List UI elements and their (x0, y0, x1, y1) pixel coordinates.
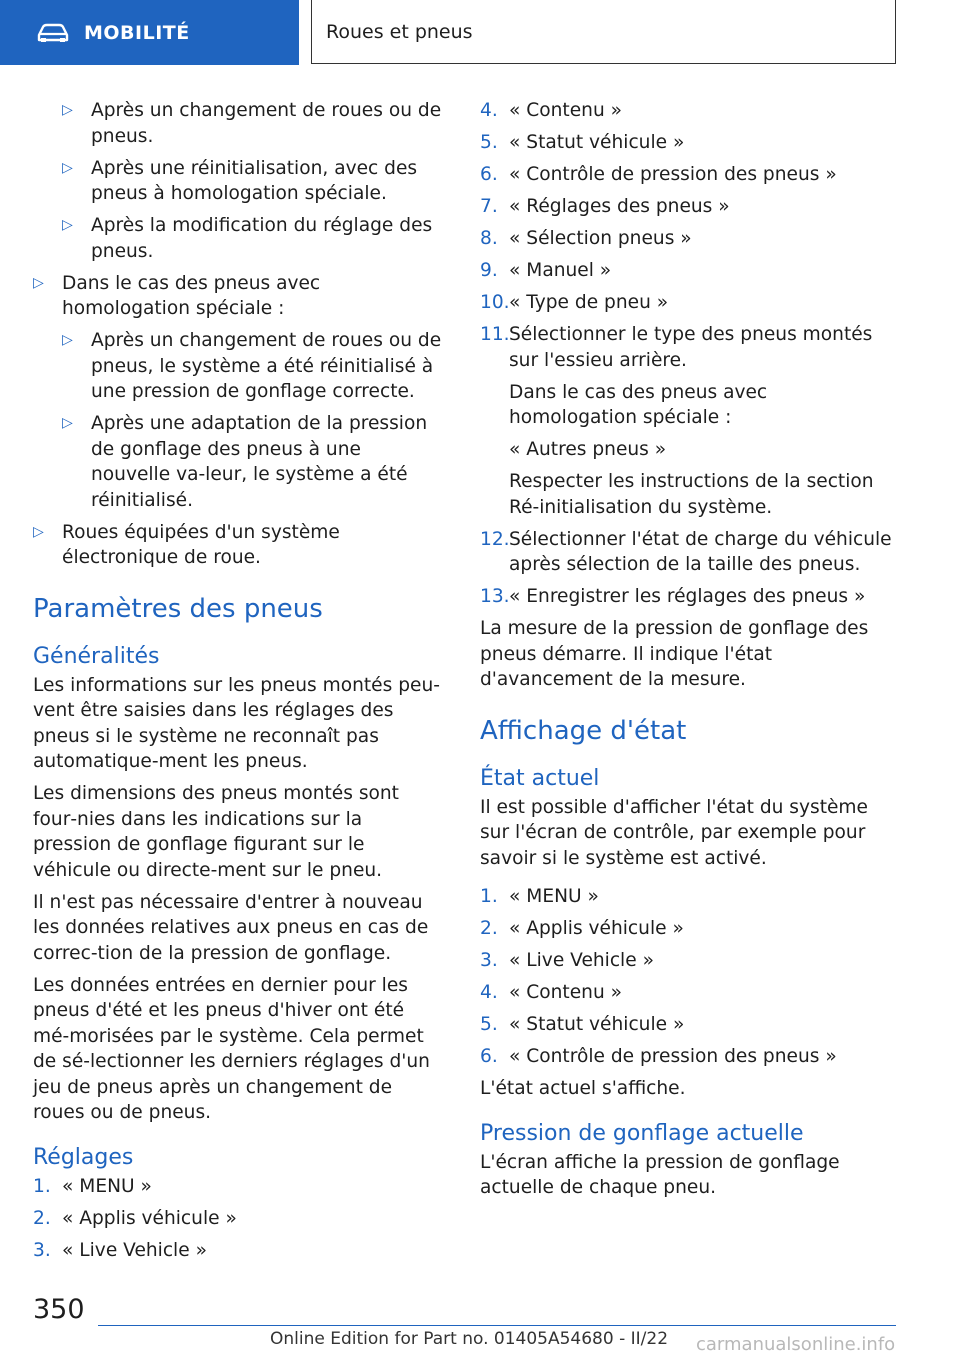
step-item: 5. « Statut véhicule » (480, 132, 685, 153)
heading-etat-actuel: État actuel (480, 765, 600, 791)
step-item: 1. « MENU » (33, 1175, 152, 1197)
step-item: 4. « Contenu » (480, 982, 623, 1003)
section-tab (0, 0, 299, 65)
heading-pression-actuelle: Pression de gonflage actuelle (480, 1120, 804, 1146)
bullet-item: ▷ Dans le cas des pneus avec homologation spéciale : (33, 272, 321, 319)
step-item: 2. « Applis véhicule » (480, 918, 684, 939)
paragraph: Les données entrées en dernier pour les pneus d'été et les pneus d'hiver ont été mé‐morisées par le système. Cela permet de sé‐lectionner les derniers réglages d'un jeu de pneus après un changement de roues ou de pneus. (33, 974, 430, 1123)
paragraph: L'état actuel s'affiche. (480, 1078, 686, 1099)
bullet-item: ▷ Après un changement de roues ou de pneus, le système a été réinitialisé à une pression de gonflage correcte. (62, 330, 442, 402)
bullet-item: ▷ Après la modification du réglage des pneus. (62, 215, 433, 262)
bullet-item: ▷ Après une adaptation de la pression de gonflage des pneus à une nouvelle va‐leur, le système a été réinitialisé. (62, 413, 428, 511)
watermark: carmanualsonline.info (696, 1334, 896, 1355)
chapter-title: Roues et pneus (326, 20, 473, 43)
paragraph: L'écran affiche la pression de gonflage actuelle de chaque pneu. (480, 1151, 840, 1198)
step-item: 3. « Live Vehicle » (33, 1239, 207, 1261)
heading-generalites: Généralités (33, 643, 160, 669)
step-item: 3. « Live Vehicle » (480, 950, 654, 971)
page-number: 350 (33, 1294, 85, 1325)
paragraph: Les informations sur les pneus montés peu‐vent être saisies dans les réglages des pneus si le système ne reconnaît pas automatique‐ment les pneus. (33, 674, 440, 772)
footer-divider (98, 1325, 896, 1326)
step-item: 2. « Applis véhicule » (33, 1207, 237, 1229)
step-item: 4. « Contenu » (480, 100, 623, 121)
step-item: 13. « Enregistrer les réglages des pneus » (480, 586, 866, 607)
triangle-bullet-icon: ▷ (62, 102, 73, 118)
step-item: 11. Sélectionner le type des pneus montés sur l'essieu arrière. Dans le cas des pneus avec homologation spéciale : « Autres pneus » Respecter les instructions de la section Ré‐initialisation du système. (480, 324, 874, 518)
heading-parametres: Paramètres des pneus (33, 593, 323, 624)
step-item: 8. « Sélection pneus » (480, 228, 692, 249)
step-item: 5. « Statut véhicule » (480, 1014, 685, 1035)
left-column (33, 98, 445, 1270)
bullet-item: ▷ Après un changement de roues ou de pneus. (62, 100, 442, 147)
heading-affichage: Affichage d'état (480, 715, 687, 746)
triangle-bullet-icon: ▷ (33, 274, 44, 291)
bullet-item: ▷ Roues équipées d'un système électronique de roue. (33, 521, 340, 568)
step-item: 9. « Manuel » (480, 260, 612, 281)
section-label: MOBILITÉ (84, 21, 190, 44)
step-item: 6. « Contrôle de pression des pneus » (480, 1046, 837, 1067)
edition-note: Online Edition for Part no. 01405A54680 - II/22 (270, 1329, 669, 1349)
paragraph: Il n'est pas nécessaire d'entrer à nouveau les données relatives aux pneus en cas de correc‐tion de la pression de gonflage. (33, 891, 429, 964)
paragraph: Les dimensions des pneus montés sont four‐nies dans les indications sur la pression de gonflage figurant sur le véhicule ou directe‐ment sur le pneu. (33, 783, 399, 881)
paragraph: Il est possible d'afficher l'état du système sur l'écran de contrôle, par exemple pour savoir si le système est activé. (480, 796, 868, 869)
step-item: 6. « Contrôle de pression des pneus » (480, 164, 837, 185)
step-item: 10. « Type de pneu » (480, 292, 669, 313)
paragraph: La mesure de la pression de gonflage des pneus démarre. Il indique l'état d'avancement de la mesure. (480, 618, 869, 690)
triangle-bullet-icon: ▷ (62, 332, 73, 348)
triangle-bullet-icon: ▷ (62, 415, 73, 431)
chapter-header (311, 0, 896, 64)
step-item: 12. Sélectionner l'état de charge du véhicule après sélection de la taille des pneus. (480, 528, 892, 575)
heading-reglages: Réglages (33, 1144, 134, 1170)
triangle-bullet-icon: ▷ (33, 523, 44, 540)
triangle-bullet-icon: ▷ (62, 159, 73, 176)
step-item: 7. « Réglages des pneus » (480, 196, 730, 217)
triangle-bullet-icon: ▷ (62, 217, 73, 233)
car-icon (36, 23, 70, 43)
right-column (480, 98, 898, 1207)
bullet-item: ▷ Après une réinitialisation, avec des pneus à homologation spéciale. (62, 157, 418, 204)
step-item: 1. « MENU » (480, 886, 599, 907)
